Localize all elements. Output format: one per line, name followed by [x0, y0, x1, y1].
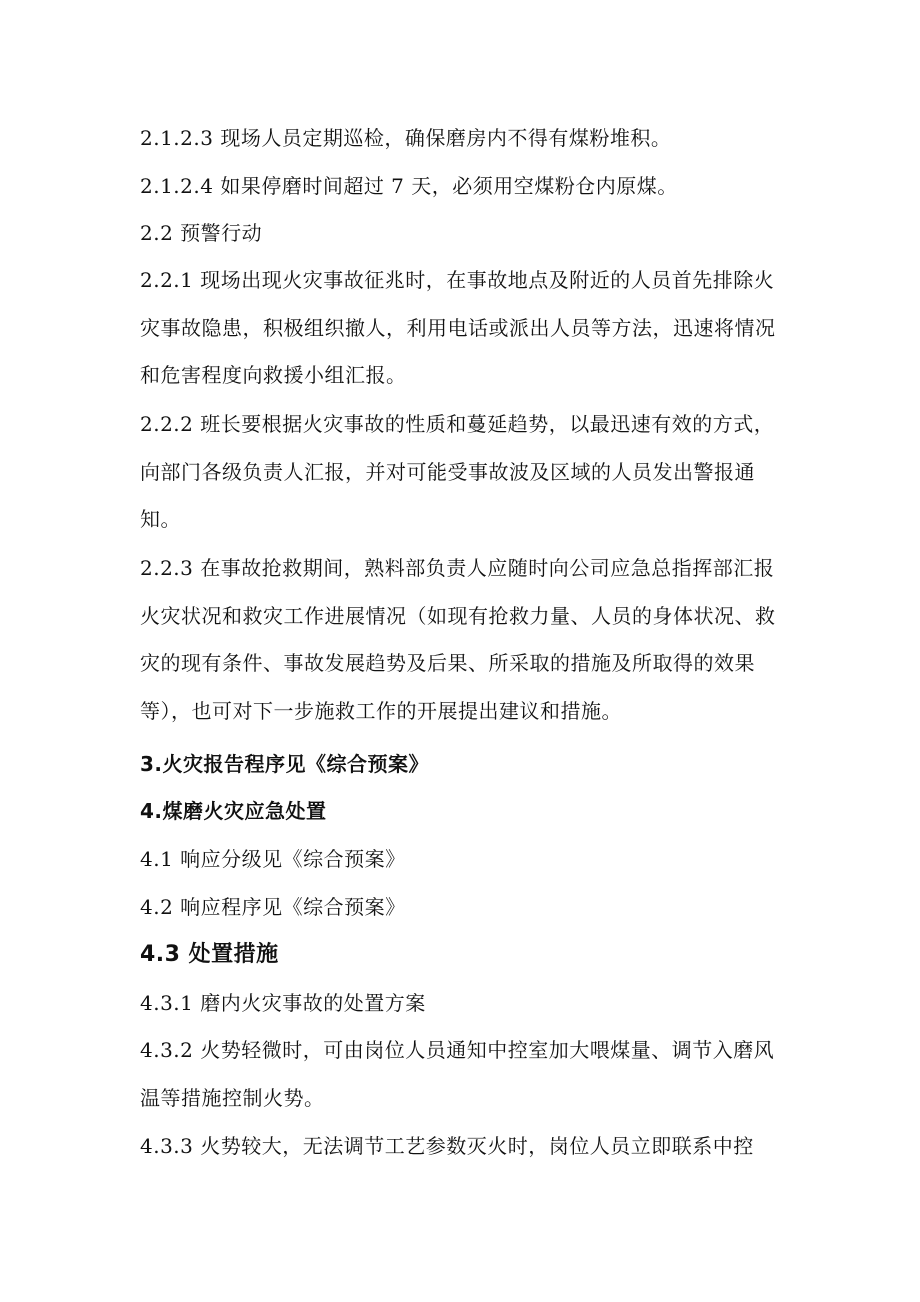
section-4-3-heading: 4.3 处置措施 [140, 942, 279, 967]
clause-4-3-2: 4.3.2 火势轻微时，可由岗位人员通知中控室加大喂煤量、调节入磨风温等措施控制火势。 [140, 1038, 775, 1110]
clause-2-1-2-3: 2.1.2.3 现场人员定期巡检，确保磨房内不得有煤粉堆积。 [140, 126, 672, 150]
clause-4-3-3: 4.3.3 火势较大，无法调节工艺参数灭火时，岗位人员立即联系中控 [140, 1134, 754, 1158]
clause-4-2: 4.2 响应程序见《综合预案》 [140, 895, 406, 919]
clause-2-1-2-4: 2.1.2.4 如果停磨时间超过 7 天，必须用空煤粉仓内原煤。 [140, 174, 678, 198]
clause-4-3-1: 4.3.1 磨内火灾事故的处置方案 [140, 991, 426, 1015]
clause-2-2-3: 2.2.3 在事故抢救期间，熟料部负责人应随时向公司应急总指挥部汇报火灾状况和救灾工作进展情况（如现有抢救力量、人员的身体状况、救灾的现有条件、事故发展趋势及后果、所采取的措施及所取得的效果等），也可对下一步施救工作的开展提出建议和措施。 [140, 556, 776, 723]
clause-2-2-1: 2.2.1 现场出现火灾事故征兆时，在事故地点及附近的人员首先排除火灾事故隐患，积极组织撤人，利用电话或派出人员等方法，迅速将情况和危害程度向救援小组汇报。 [140, 268, 776, 387]
clause-2-2-2: 2.2.2 班长要根据火灾事故的性质和蔓延趋势，以最迅速有效的方式，向部门各级负责人汇报，并对可能受事故波及区域的人员发出警报通知。 [140, 412, 775, 531]
section-3-heading: 3.火灾报告程序见《综合预案》 [140, 752, 430, 776]
clause-4-1: 4.1 响应分级见《综合预案》 [140, 847, 406, 871]
section-2-2-heading: 2.2 预警行动 [140, 221, 263, 245]
section-4-heading: 4.煤磨火灾应急处置 [140, 799, 327, 823]
